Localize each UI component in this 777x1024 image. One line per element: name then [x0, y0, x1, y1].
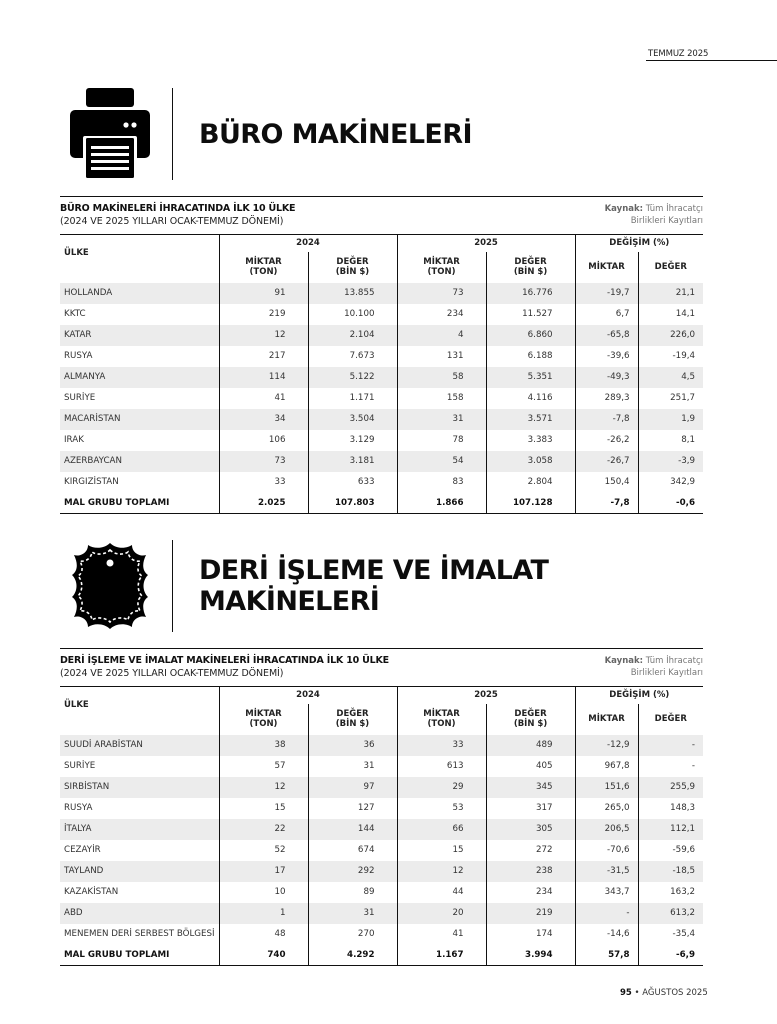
cell-value-change: 4,5 — [638, 367, 703, 388]
cell-country: KATAR — [60, 325, 219, 346]
cell-value-2024: 270 — [308, 924, 397, 945]
cell-country: SUUDİ ARABİSTAN — [60, 735, 219, 756]
cell-qty-2024: 48 — [219, 924, 308, 945]
header-text: DEĞER (BİN $) — [513, 257, 548, 277]
office-machines-export-table — [60, 234, 703, 514]
col-header-qty-2024 — [219, 252, 308, 283]
col-header-value-change: DEĞER — [638, 252, 703, 283]
section-title — [199, 119, 472, 150]
page-footer — [620, 988, 708, 998]
cell-qty-2025: 83 — [397, 472, 486, 493]
cell-value-2025: 3.571 — [486, 409, 575, 430]
page-number: 95 — [620, 988, 632, 998]
cell-qty-change: -12,9 — [575, 735, 638, 756]
cell-value-2025: 317 — [486, 798, 575, 819]
cell-country: RUSYA — [64, 803, 93, 813]
cell-qty-change: -7,8 — [575, 409, 638, 430]
cell-value-change: -6,9 — [638, 945, 703, 966]
cell-value-2024: 144 — [308, 819, 397, 840]
cell-value-2025: 6.860 — [486, 325, 575, 346]
col-header-qty-change: MİKTAR — [575, 252, 638, 283]
header-text: MİKTAR (TON) — [423, 709, 460, 729]
section-title-line: BÜRO MAKİNELERİ — [199, 118, 472, 150]
leather-machines-export-table — [60, 686, 703, 966]
cell-value-2024: 5.122 — [308, 367, 397, 388]
leather-hide-icon — [60, 541, 160, 631]
cell-qty-2024: 17 — [219, 861, 308, 882]
cell-value-2025: 107.128 — [486, 493, 575, 514]
cell-value-change: -19,4 — [638, 346, 703, 367]
header-text: MİKTAR (TON) — [423, 257, 460, 277]
cell-value-change: 8,1 — [638, 430, 703, 451]
table-source — [605, 655, 703, 686]
cell-value-change: -59,6 — [638, 840, 703, 861]
cell-qty-2025: 73 — [397, 283, 486, 304]
cell-value-2024: 107.803 — [308, 493, 397, 514]
cell-value-change: 251,7 — [638, 388, 703, 409]
cell-value-2025: 174 — [486, 924, 575, 945]
cell-qty-2024: 57 — [219, 756, 308, 777]
cell-qty-2025: 15 — [397, 840, 486, 861]
cell-value-2025: 272 — [486, 840, 575, 861]
cell-value-2025: 2.804 — [486, 472, 575, 493]
header-text: DEĞER (BİN $) — [335, 257, 370, 277]
col-group-2024: 2024 — [219, 235, 397, 252]
cell-qty-2025: 78 — [397, 430, 486, 451]
col-group-2024: 2024 — [219, 687, 397, 704]
cell-qty-2024: 15 — [219, 798, 308, 819]
cell-qty-2025: 131 — [397, 346, 486, 367]
cell-country: TAYLAND — [60, 861, 219, 882]
issue-date: TEMMUZ 2025 — [648, 49, 709, 59]
cell-qty-2025: 20 — [397, 903, 486, 924]
cell-qty-change: - — [575, 903, 638, 924]
table-row — [60, 798, 703, 819]
header-text: MİKTAR (TON) — [245, 257, 282, 277]
cell-country: SURİYE — [64, 761, 96, 771]
cell-qty-2025: 54 — [397, 451, 486, 472]
cell-value-2024: 3.129 — [308, 430, 397, 451]
cell-value-change: 112,1 — [638, 819, 703, 840]
source-line-1: Tüm İhracatçı — [645, 204, 703, 214]
cell-qty-change: -19,7 — [575, 283, 638, 304]
cell-qty-change: 265,0 — [575, 798, 638, 819]
table-row — [60, 756, 703, 777]
cell-value-2025: 238 — [486, 861, 575, 882]
cell-country: IRAK — [64, 435, 84, 445]
cell-qty-2024: 10 — [219, 882, 308, 903]
cell-value-2024: 31 — [308, 756, 397, 777]
cell-value-2025: 16.776 — [486, 283, 575, 304]
cell-country: MACARİSTAN — [60, 409, 219, 430]
table-row — [60, 388, 703, 409]
footer-issue: AĞUSTOS 2025 — [642, 988, 708, 998]
cell-country: ALMANYA — [60, 367, 219, 388]
cell-qty-2025: 613 — [397, 756, 486, 777]
cell-qty-2025: 31 — [397, 409, 486, 430]
cell-qty-2024: 38 — [219, 735, 308, 756]
cell-value-2024: 674 — [308, 840, 397, 861]
cell-value-2024: 292 — [308, 861, 397, 882]
cell-qty-2024: 106 — [219, 430, 308, 451]
section-title-line: DERİ İŞLEME VE İMALAT — [199, 555, 549, 586]
cell-qty-2024: 52 — [219, 840, 308, 861]
table-row — [60, 472, 703, 493]
cell-qty-2024: 33 — [219, 472, 308, 493]
cell-country: MAL GRUBU TOPLAMI — [60, 945, 219, 966]
cell-qty-change: -70,6 — [575, 840, 638, 861]
cell-value-2025: 219 — [486, 903, 575, 924]
cell-qty-2025: 1.866 — [397, 493, 486, 514]
cell-country: HOLLANDA — [60, 283, 219, 304]
cell-value-2025: 345 — [486, 777, 575, 798]
cell-qty-2024: 1 — [219, 903, 308, 924]
section-title — [199, 555, 548, 617]
table-total-row — [60, 945, 703, 966]
source-line-2: Birlikleri Kayıtları — [630, 668, 703, 678]
table-row — [60, 283, 703, 304]
cell-value-change: -0,6 — [638, 493, 703, 514]
table-row — [60, 430, 703, 451]
footer-separator: • — [634, 988, 640, 998]
table-row — [60, 325, 703, 346]
section-title-line: MAKİNELERİ — [199, 586, 380, 617]
cell-country: MAL GRUBU TOPLAMI — [60, 493, 219, 514]
header-rule — [646, 60, 777, 61]
cell-value-change: 148,3 — [638, 798, 703, 819]
cell-value-2024: 7.673 — [308, 346, 397, 367]
cell-country: SURİYE — [64, 393, 96, 403]
cell-value-change: -18,5 — [638, 861, 703, 882]
cell-qty-change: -49,3 — [575, 367, 638, 388]
cell-value-change: - — [638, 735, 703, 756]
cell-value-change: 226,0 — [638, 325, 703, 346]
cell-qty-change: -14,6 — [575, 924, 638, 945]
cell-value-2025: 405 — [486, 756, 575, 777]
section-divider — [172, 540, 173, 632]
table-row — [60, 924, 703, 945]
cell-qty-change: -39,6 — [575, 346, 638, 367]
cell-country: ABD — [60, 903, 219, 924]
office-machines-table-block — [60, 196, 703, 514]
cell-qty-2025: 66 — [397, 819, 486, 840]
cell-value-change: 21,1 — [638, 283, 703, 304]
cell-value-2024: 31 — [308, 903, 397, 924]
cell-qty-2025: 234 — [397, 304, 486, 325]
cell-qty-2024: 73 — [219, 451, 308, 472]
cell-value-change: - — [638, 756, 703, 777]
cell-qty-change: -7,8 — [575, 493, 638, 514]
col-header-country: ÜLKE — [60, 235, 219, 283]
table-row — [60, 735, 703, 756]
cell-value-2024: 10.100 — [308, 304, 397, 325]
cell-qty-change: -31,5 — [575, 861, 638, 882]
cell-qty-2025: 58 — [397, 367, 486, 388]
col-header-value-2024 — [308, 252, 397, 283]
table-total-row — [60, 493, 703, 514]
cell-country: KIRGIZİSTAN — [64, 477, 119, 487]
cell-value-2025: 5.351 — [486, 367, 575, 388]
cell-qty-2024: 12 — [219, 777, 308, 798]
cell-qty-2024: 114 — [219, 367, 308, 388]
section-header-leather-machines — [60, 540, 548, 632]
table-row — [60, 903, 703, 924]
section-divider — [172, 88, 173, 180]
cell-country: MENEMEN DERİ SERBEST BÖLGESİ — [64, 929, 215, 939]
header-text: MİKTAR (TON) — [245, 709, 282, 729]
col-group-2025: 2025 — [397, 687, 575, 704]
cell-value-2024: 3.181 — [308, 451, 397, 472]
table-row — [60, 882, 703, 903]
table-row — [60, 840, 703, 861]
leather-machines-table-block — [60, 648, 703, 966]
cell-qty-2024: 219 — [219, 304, 308, 325]
col-header-qty-change: MİKTAR — [575, 704, 638, 735]
cell-qty-change: 289,3 — [575, 388, 638, 409]
cell-value-change: 255,9 — [638, 777, 703, 798]
cell-qty-2025: 33 — [397, 735, 486, 756]
cell-country: RUSYA — [64, 351, 93, 361]
col-group-change: DEĞİŞİM (%) — [575, 235, 703, 252]
cell-value-2024: 89 — [308, 882, 397, 903]
cell-qty-change: 151,6 — [575, 777, 638, 798]
header-text: DEĞER (BİN $) — [335, 709, 370, 729]
table-title: BÜRO MAKİNELERİ İHRACATINDA İLK 10 ÜLKE — [60, 203, 296, 214]
cell-country: İTALYA — [60, 819, 219, 840]
table-row — [60, 451, 703, 472]
cell-qty-2025: 53 — [397, 798, 486, 819]
col-header-qty-2024 — [219, 704, 308, 735]
cell-value-2025: 3.994 — [486, 945, 575, 966]
cell-qty-2025: 158 — [397, 388, 486, 409]
table-row — [60, 409, 703, 430]
cell-qty-change: 57,8 — [575, 945, 638, 966]
cell-value-2025: 234 — [486, 882, 575, 903]
col-group-change: DEĞİŞİM (%) — [575, 687, 703, 704]
col-header-value-change: DEĞER — [638, 704, 703, 735]
cell-qty-2025: 29 — [397, 777, 486, 798]
col-header-value-2025 — [486, 704, 575, 735]
table-row — [60, 819, 703, 840]
cell-qty-2024: 740 — [219, 945, 308, 966]
col-header-qty-2025 — [397, 704, 486, 735]
header-text: DEĞER (BİN $) — [513, 709, 548, 729]
col-header-qty-2025 — [397, 252, 486, 283]
cell-qty-change: -65,8 — [575, 325, 638, 346]
cell-value-2024: 97 — [308, 777, 397, 798]
cell-value-change: 1,9 — [638, 409, 703, 430]
table-subtitle: (2024 VE 2025 YILLARI OCAK-TEMMUZ DÖNEMİ) — [60, 216, 284, 227]
cell-country: CEZAYİR — [64, 845, 101, 855]
cell-value-2024: 13.855 — [308, 283, 397, 304]
cell-qty-change: 150,4 — [575, 472, 638, 493]
cell-qty-2024: 12 — [219, 325, 308, 346]
cell-qty-2024: 91 — [219, 283, 308, 304]
cell-qty-2025: 4 — [397, 325, 486, 346]
cell-qty-2024: 41 — [219, 388, 308, 409]
cell-qty-change: 206,5 — [575, 819, 638, 840]
cell-qty-2025: 44 — [397, 882, 486, 903]
cell-value-2024: 1.171 — [308, 388, 397, 409]
cell-qty-2025: 12 — [397, 861, 486, 882]
cell-value-2024: 127 — [308, 798, 397, 819]
cell-value-change: -3,9 — [638, 451, 703, 472]
cell-qty-change: -26,7 — [575, 451, 638, 472]
cell-qty-change: -26,2 — [575, 430, 638, 451]
table-title: DERİ İŞLEME VE İMALAT MAKİNELERİ İHRACATINDA İLK 10 ÜLKE — [60, 655, 389, 666]
cell-value-2024: 633 — [308, 472, 397, 493]
cell-value-2025: 3.383 — [486, 430, 575, 451]
cell-value-change: 613,2 — [638, 903, 703, 924]
table-source — [605, 203, 703, 234]
cell-value-2025: 489 — [486, 735, 575, 756]
cell-value-change: 163,2 — [638, 882, 703, 903]
cell-value-2024: 3.504 — [308, 409, 397, 430]
section-header-office-machines — [60, 88, 472, 180]
cell-country: KKTC — [64, 309, 86, 319]
table-row — [60, 367, 703, 388]
cell-value-2025: 3.058 — [486, 451, 575, 472]
cell-qty-2024: 22 — [219, 819, 308, 840]
cell-qty-change: 343,7 — [575, 882, 638, 903]
cell-qty-change: 967,8 — [575, 756, 638, 777]
cell-value-change: 14,1 — [638, 304, 703, 325]
cell-value-change: 342,9 — [638, 472, 703, 493]
cell-qty-2024: 217 — [219, 346, 308, 367]
table-subtitle: (2024 VE 2025 YILLARI OCAK-TEMMUZ DÖNEMİ) — [60, 668, 284, 679]
cell-qty-2024: 34 — [219, 409, 308, 430]
printer-icon — [60, 88, 160, 180]
cell-qty-2024: 2.025 — [219, 493, 308, 514]
source-label: Kaynak: — [604, 204, 644, 214]
table-row — [60, 304, 703, 325]
cell-qty-change: 6,7 — [575, 304, 638, 325]
cell-qty-2025: 41 — [397, 924, 486, 945]
cell-value-change: -35,4 — [638, 924, 703, 945]
cell-country: SIRBİSTAN — [60, 777, 219, 798]
cell-qty-2025: 1.167 — [397, 945, 486, 966]
cell-value-2025: 11.527 — [486, 304, 575, 325]
cell-value-2025: 305 — [486, 819, 575, 840]
cell-value-2025: 4.116 — [486, 388, 575, 409]
table-row — [60, 861, 703, 882]
col-header-value-2025 — [486, 252, 575, 283]
cell-value-2024: 36 — [308, 735, 397, 756]
col-group-2025: 2025 — [397, 235, 575, 252]
cell-value-2025: 6.188 — [486, 346, 575, 367]
source-label: Kaynak: — [604, 656, 644, 666]
cell-country: AZERBAYCAN — [60, 451, 219, 472]
cell-country: KAZAKİSTAN — [64, 887, 119, 897]
cell-value-2024: 2.104 — [308, 325, 397, 346]
cell-value-2024: 4.292 — [308, 945, 397, 966]
source-line-2: Birlikleri Kayıtları — [630, 216, 703, 226]
col-header-value-2024 — [308, 704, 397, 735]
source-line-1: Tüm İhracatçı — [645, 656, 703, 666]
col-header-country: ÜLKE — [60, 687, 219, 735]
table-row — [60, 777, 703, 798]
table-row — [60, 346, 703, 367]
